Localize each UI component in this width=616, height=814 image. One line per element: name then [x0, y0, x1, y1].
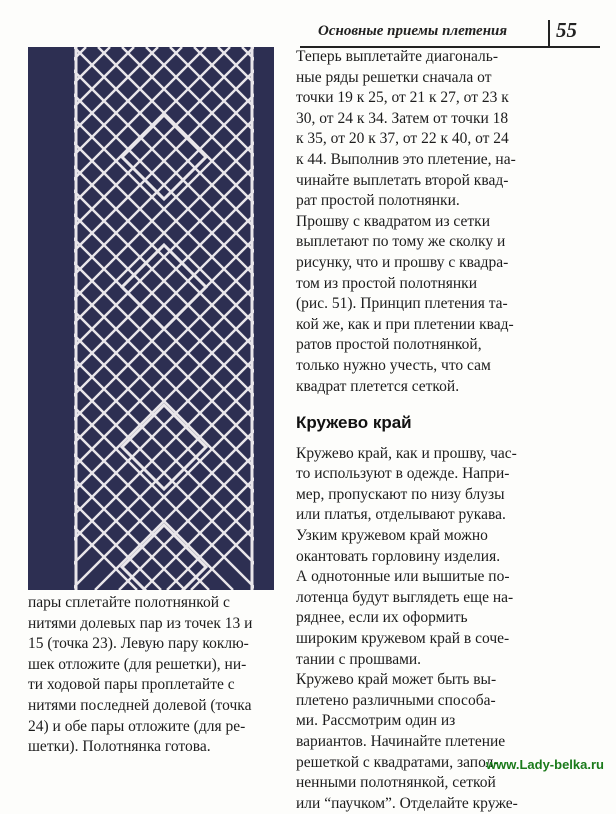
header-divider — [548, 20, 550, 46]
paragraph-block-top — [296, 47, 604, 397]
page-number: 55 — [556, 18, 577, 42]
lace-thread — [28, 47, 209, 590]
lace-thread — [28, 47, 38, 590]
lace-thread — [28, 47, 158, 590]
text-line: широким кружевом край в соче- — [296, 630, 510, 648]
text-line: точки 19 к 25, от 21 к 27, от 23 к — [296, 89, 509, 107]
text-line: окантовать горловину изделия. — [296, 547, 501, 565]
lace-thread — [194, 47, 274, 590]
text-line: тании с прошвами. — [296, 650, 422, 668]
website-url: www.Lady-belka.ru — [486, 757, 604, 772]
text-line: 24) и обе пары отложите (для ре- — [28, 717, 246, 735]
text-line: Кружево край может быть вы- — [296, 671, 497, 689]
text-line: то используют в одежде. Напри- — [296, 465, 510, 483]
text-line: том из простой полотнянки — [296, 274, 477, 292]
text-line: или платья, отделывают рукава. — [296, 506, 506, 524]
right-text-column — [296, 47, 604, 814]
lace-thread — [28, 47, 161, 590]
text-line: ти ходовой пары проплетайте с — [28, 676, 235, 694]
lace-thread — [146, 47, 274, 590]
lace-pattern-image — [28, 47, 274, 590]
text-line: ми. Рассмотрим один из — [296, 712, 456, 730]
section-heading: Кружево край — [296, 413, 412, 433]
lace-thread — [143, 47, 274, 590]
text-line: 30, от 24 к 34. Затем от точки 18 — [296, 109, 509, 127]
lace-net — [28, 47, 274, 590]
lace-strip-photo — [28, 47, 274, 590]
text-line: нитями последней долевой (точка — [28, 696, 252, 714]
lace-motif — [122, 405, 206, 489]
paragraph-block-left — [28, 593, 278, 758]
text-line: ненными полотнянкой, сеткой — [296, 774, 496, 792]
text-line: вариантов. Начинайте плетение — [296, 733, 506, 750]
lace-thread — [266, 47, 274, 590]
text-line: ные ряды решетки сначала от — [296, 68, 492, 86]
text-line: нитями долевых пар из точек 13 и — [28, 614, 253, 632]
text-line: пары сплетайте полотнянкой с — [28, 594, 230, 611]
text-line: рисунку, что и прошву с квадра- — [296, 253, 509, 271]
text-line: (рис. 51). Принцип плетения та- — [296, 295, 508, 313]
lace-thread — [28, 47, 110, 590]
text-line: ратов простой полотнянкой, — [296, 336, 482, 354]
text-line: мер, пропускают по низу блузы — [296, 485, 505, 503]
text-line: к 35, от 20 к 37, от 22 к 40, от 24 — [296, 130, 509, 148]
text-line: Прошву с квадратом из сетки — [296, 212, 490, 230]
text-line: 15 (точка 23). Левую пару коклю- — [28, 635, 249, 653]
text-line: Узким кружевом край можно — [296, 527, 488, 545]
text-line: или “паучком”. Отделайте круже- — [296, 794, 518, 812]
text-line: плетено различными способа- — [296, 691, 496, 709]
left-text-column — [28, 593, 278, 758]
lace-thread — [28, 47, 62, 590]
text-line: шетки). Полотнянка готова. — [28, 738, 211, 756]
text-line: кой же, как и при плетении квад- — [296, 315, 514, 333]
running-header — [300, 18, 600, 48]
text-line: рат простой полотнянки. — [296, 192, 460, 210]
text-line: квадрат плетется сеткой. — [296, 377, 460, 395]
text-line: ряднее, если их оформить — [296, 609, 468, 627]
text-line: решеткой с квадратами, запол- — [296, 753, 499, 771]
text-line: шек отложите (для решетки), ни- — [28, 655, 247, 673]
text-line: только нужно учесть, что сам — [296, 356, 491, 374]
text-line: Теперь выплетайте диагональ- — [296, 48, 498, 65]
text-line: к 44. Выполнив это плетение, на- — [296, 150, 516, 168]
text-line: выплетают по тому же сколку и — [296, 233, 506, 251]
text-line: Кружево край, как и прошву, час- — [296, 444, 517, 462]
text-line: А однотонные или вышитые по- — [296, 568, 510, 586]
lace-motif — [122, 525, 206, 590]
text-line: лотенца будут выглядеть еще на- — [296, 588, 514, 606]
chapter-title: Основные приемы плетения — [318, 23, 508, 39]
text-line: чинайте выплетать второй квад- — [296, 171, 509, 189]
